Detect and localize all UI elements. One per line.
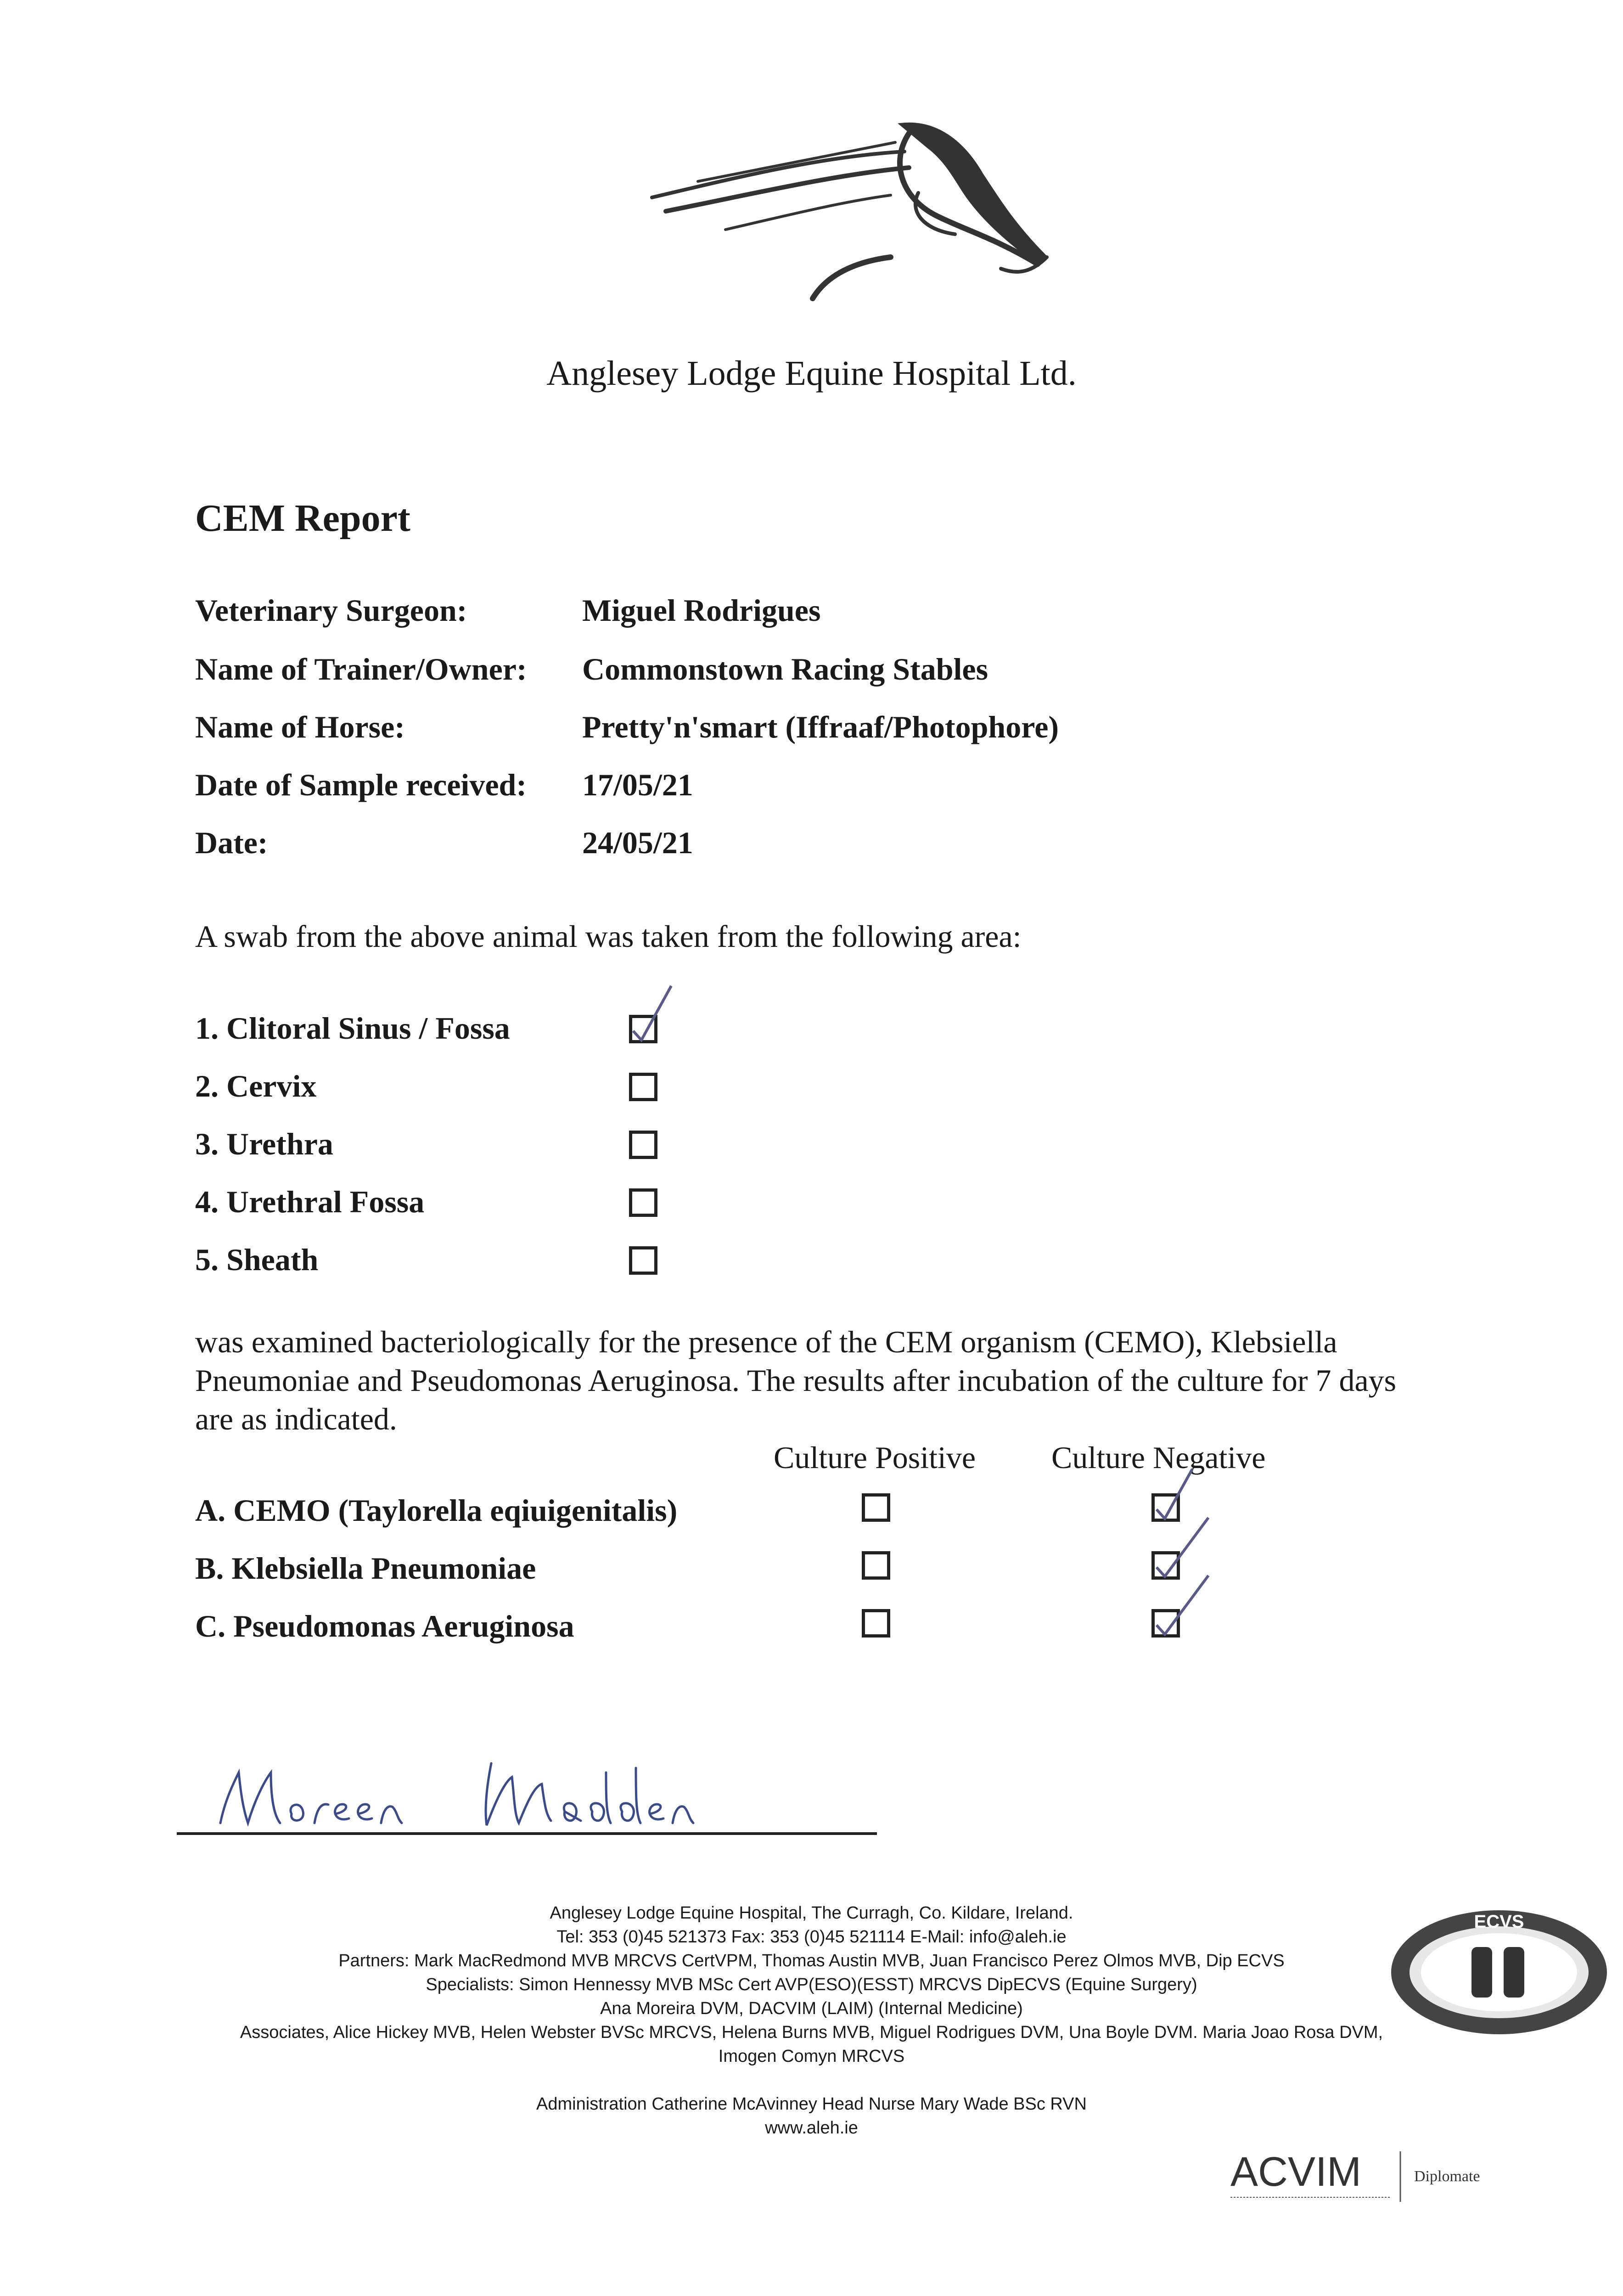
acvim-badge (1226, 2142, 1575, 2211)
field-value-date: 24/05/21 (582, 825, 693, 860)
area-item-sheath: 5. Sheath (195, 1242, 319, 1277)
check-icon (1151, 1571, 1215, 1644)
field-label-horse: Name of Horse: (195, 709, 405, 744)
footer-associates: Associates, Alice Hickey MVB, Helen Webster BVSc MRCVS, Helena Burns MVB, Miguel Rodrigues DVM, Una Boyle DVM. Maria Joao Rosa DVM, (240, 2023, 1383, 2042)
footer-contact: Tel: 353 (0)45 521373 Fax: 353 (0)45 521114 E-Mail: info@aleh.ie (556, 1927, 1067, 1947)
area-checkbox-urethral-fossa[interactable] (629, 1188, 657, 1217)
signature (211, 1745, 762, 1846)
field-value-horse: Pretty'n'smart (Iffraaf/Photophore) (582, 709, 1059, 744)
footer-website: www.aleh.ie (765, 2118, 858, 2138)
positive-checkbox-klebsiella[interactable] (862, 1551, 890, 1580)
signature-line (177, 1832, 877, 1835)
field-value-trainer: Commonstown Racing Stables (582, 652, 988, 687)
ecvs-badge (1387, 1906, 1612, 2039)
field-label-vet: Veterinary Surgeon: (195, 593, 467, 628)
footer-associates-2: Imogen Comyn MRCVS (718, 2047, 905, 2066)
field-label-sample-date: Date of Sample received: (195, 767, 527, 802)
examination-text: was examined bacteriologically for the presence of the CEM organism (CEMO), Klebsiella Pneumoniae and Pseudomonas Aeruginosa. The results after incubation of the culture for 7 days are as indicated. (195, 1324, 1397, 1436)
area-item-cervix: 2. Cervix (195, 1069, 317, 1103)
swab-intro: A swab from the above animal was taken from the following area: (195, 919, 1022, 954)
area-checkbox-urethra[interactable] (629, 1131, 657, 1159)
result-label-cemo: A. CEMO (Taylorella eqiuigenitalis) (195, 1493, 678, 1528)
field-label-trainer: Name of Trainer/Owner: (195, 652, 527, 687)
field-value-sample-date: 17/05/21 (582, 767, 693, 802)
area-checkbox-clitoral[interactable] (629, 1015, 657, 1043)
hospital-name: Anglesey Lodge Equine Hospital Ltd. (546, 354, 1077, 393)
ecvs-text: ECVS (1474, 1912, 1524, 1932)
footer-address: Anglesey Lodge Equine Hospital, The Curragh, Co. Kildare, Ireland. (550, 1903, 1073, 1923)
result-label-pseudomonas: C. Pseudomonas Aeruginosa (195, 1609, 574, 1643)
footer-administration: Administration Catherine McAvinney Head Nurse Mary Wade BSc RVN (536, 2094, 1087, 2114)
footer-partners: Partners: Mark MacRedmond MVB MRCVS CertVPM, Thomas Austin MVB, Juan Francisco Perez Olmos MVB, Dip ECVS (338, 1951, 1285, 1970)
area-checkbox-sheath[interactable] (629, 1246, 657, 1275)
acvim-text: ACVIM (1230, 2149, 1362, 2195)
field-value-vet: Miguel Rodrigues (582, 593, 821, 628)
area-checkbox-cervix[interactable] (629, 1073, 657, 1101)
col-head-negative: Culture Negative (1051, 1440, 1266, 1475)
area-item-urethral-fossa: 4. Urethral Fossa (195, 1184, 425, 1219)
positive-checkbox-pseudomonas[interactable] (862, 1609, 890, 1638)
result-label-klebsiella: B. Klebsiella Pneumoniae (195, 1551, 536, 1586)
horse-logo (634, 106, 1070, 312)
report-title: CEM Report (195, 497, 410, 540)
field-label-date: Date: (195, 825, 268, 860)
footer-specialists: Specialists: Simon Hennessy MVB MSc Cert AVP(ESO)(ESST) MRCVS DipECVS (Equine Surgery) (426, 1975, 1197, 1994)
footer-specialists-2: Ana Moreira DVM, DACVIM (LAIM) (Internal Medicine) (600, 1999, 1023, 2018)
negative-checkbox-pseudomonas[interactable] (1151, 1609, 1180, 1638)
acvim-caption: Diplomate (1414, 2168, 1480, 2185)
area-item-clitoral: 1. Clitoral Sinus / Fossa (195, 1011, 510, 1046)
area-item-urethra: 3. Urethra (195, 1126, 333, 1161)
col-head-positive: Culture Positive (774, 1440, 976, 1475)
check-icon (628, 981, 678, 1050)
positive-checkbox-cemo[interactable] (862, 1493, 890, 1522)
